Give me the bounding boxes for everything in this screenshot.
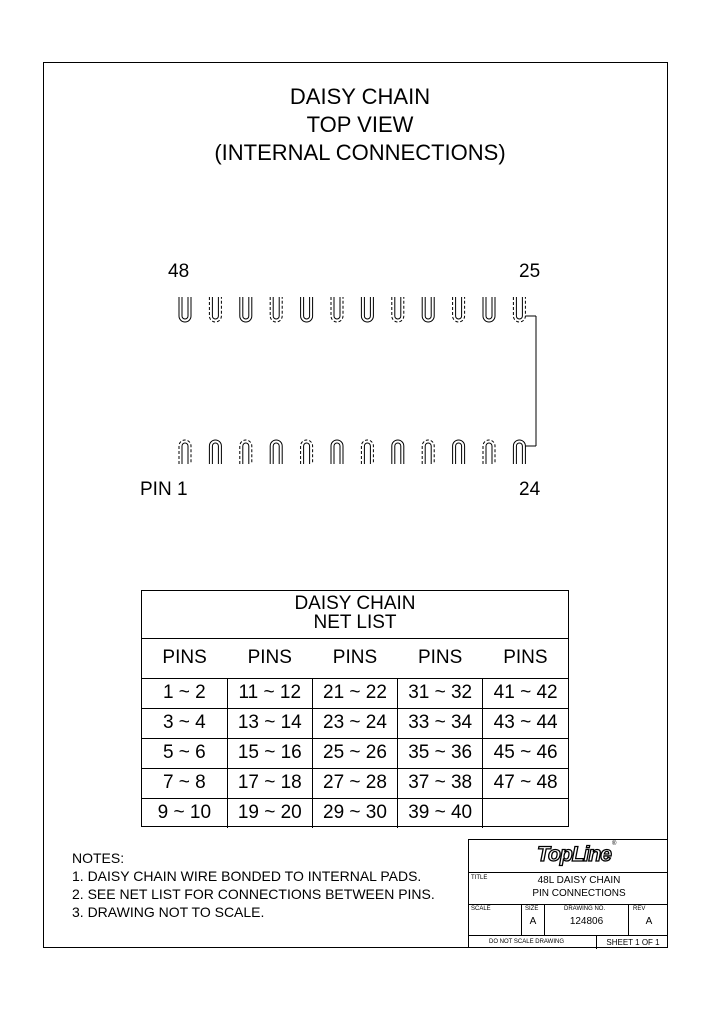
pin-label-48: 48 [168,261,190,282]
bottom-bond-wire [364,443,370,464]
bottom-bond-wire [486,443,492,464]
top-pin-loop [422,297,434,322]
diagram-title-line1: DAISY CHAIN [289,84,431,109]
bottom-pin-loop [422,440,434,464]
table-row [142,768,568,798]
table-cell [483,798,568,828]
title-block-divider [469,872,668,873]
table-row [142,798,568,828]
drawing-no-label: DRAWING NO. [564,906,606,912]
table-cell: 7 ~ 8 [142,768,227,798]
table-cell: 27 ~ 28 [312,768,397,798]
bottom-bond-wire [273,443,279,464]
note-item: 3. DRAWING NOT TO SCALE. [72,904,265,920]
net-list-grid [142,639,568,828]
table-cell: 25 ~ 26 [312,738,397,768]
column-header: PINS [483,639,568,678]
column-header: PINS [398,639,483,678]
top-bond-wire [456,297,462,319]
top-pin-loop [331,297,343,322]
table-cell: 45 ~ 46 [483,738,568,768]
rev-value: A [645,916,653,927]
pin-label-pin1: PIN 1 [140,479,188,500]
table-cell: 3 ~ 4 [142,708,227,738]
table-header-row [142,639,568,678]
top-pin-loop [513,297,525,322]
table-cell: 39 ~ 40 [398,798,483,828]
table-cell: 33 ~ 34 [398,708,483,738]
table-cell: 31 ~ 32 [398,678,483,708]
size-value: A [529,916,537,927]
top-bond-wire [182,297,188,319]
bottom-bond-wire [334,443,340,464]
bottom-pin-loop [240,440,252,464]
drawing-title-line1: 48L DAISY CHAIN [537,875,621,886]
table-cell: 23 ~ 24 [312,708,397,738]
registered-mark-icon: ® [612,841,617,847]
net-list-title-line2: NET LIST [313,612,397,633]
bottom-pin-loop [331,440,343,464]
bottom-pin-loop [483,440,495,464]
table-cell: 5 ~ 6 [142,738,227,768]
top-pin-loop [453,297,465,322]
column-header: PINS [312,639,397,678]
top-bond-wire [304,297,310,319]
top-pin-loop [301,297,313,322]
rev-label: REV [633,906,646,912]
top-pin-loop [240,297,252,322]
drawing-title-line2: PIN CONNECTIONS [532,888,626,899]
table-cell: 13 ~ 14 [227,708,312,738]
top-pin-loop [392,297,404,322]
pin-label-24: 24 [519,479,541,500]
topline-logo: TopLine [537,843,611,866]
table-row [142,738,568,768]
title-block-divider [469,935,668,936]
table-row [142,678,568,708]
column-header: PINS [142,639,227,678]
notes-block [72,849,435,921]
title-label: TITLE [471,875,488,881]
do-not-scale-note: DO NOT SCALE DRAWING [489,939,565,945]
table-cell: 17 ~ 18 [227,768,312,798]
pin-label-25: 25 [519,261,541,282]
table-cell: 11 ~ 12 [227,678,312,708]
bottom-pin-loop [179,440,191,464]
bottom-bond-wire [243,443,249,464]
notes-heading: NOTES: [72,850,125,866]
table-cell: 47 ~ 48 [483,768,568,798]
top-bond-wire [212,297,218,319]
title-block-divider [469,904,668,905]
size-label: SIZE [525,906,539,912]
table-row [142,708,568,738]
table-cell: 29 ~ 30 [312,798,397,828]
top-bond-wire [243,297,249,319]
table-cell: 21 ~ 22 [312,678,397,708]
top-bond-wire [425,297,431,319]
table-cell: 19 ~ 20 [227,798,312,828]
diagram-title-line2: TOP VIEW [306,112,414,137]
table-cell: 37 ~ 38 [398,768,483,798]
note-item: 2. SEE NET LIST FOR CONNECTIONS BETWEEN PINS. [72,886,435,902]
bottom-pin-loop [270,440,282,464]
top-bond-wire [486,297,492,319]
top-bond-wire [516,297,522,319]
sheet-number: SHEET 1 OF 1 [606,938,660,947]
bottom-bond-wire [395,443,401,464]
top-bond-wire [364,297,370,319]
table-cell: 35 ~ 36 [398,738,483,768]
table-cell: 1 ~ 2 [142,678,227,708]
table-cell: 43 ~ 44 [483,708,568,738]
top-pin-loop [209,297,221,322]
table-cell: 41 ~ 42 [483,678,568,708]
net-list-title-line1: DAISY CHAIN [294,593,416,614]
pin-group [179,297,536,464]
top-pin-loop [361,297,373,322]
diagram-title-line3: (INTERNAL CONNECTIONS) [214,140,506,165]
bottom-bond-wire [212,443,218,464]
top-bond-wire [273,297,279,319]
bottom-bond-wire [456,443,462,464]
note-item: 1. DAISY CHAIN WIRE BONDED TO INTERNAL PADS. [72,868,422,884]
bottom-bond-wire [425,443,431,464]
drawing-no-value: 124806 [569,916,604,927]
top-pin-loop [270,297,282,322]
net-list-table [141,590,569,827]
bottom-pin-loop [453,440,465,464]
column-header: PINS [227,639,312,678]
net-list-title [142,591,568,639]
bottom-pin-loop [301,440,313,464]
top-pin-loop [483,297,495,322]
bottom-pin-loop [209,440,221,464]
top-pin-loop [179,297,191,322]
table-cell: 15 ~ 16 [227,738,312,768]
bottom-pin-loop [392,440,404,464]
bottom-bond-wire [304,443,310,464]
top-bond-wire [395,297,401,319]
table-cell: 9 ~ 10 [142,798,227,828]
bottom-bond-wire [516,443,522,464]
bottom-pin-loop [513,440,525,464]
bottom-pin-loop [361,440,373,464]
top-bond-wire [334,297,340,319]
scale-label: SCALE [471,906,491,912]
bottom-bond-wire [182,443,188,464]
